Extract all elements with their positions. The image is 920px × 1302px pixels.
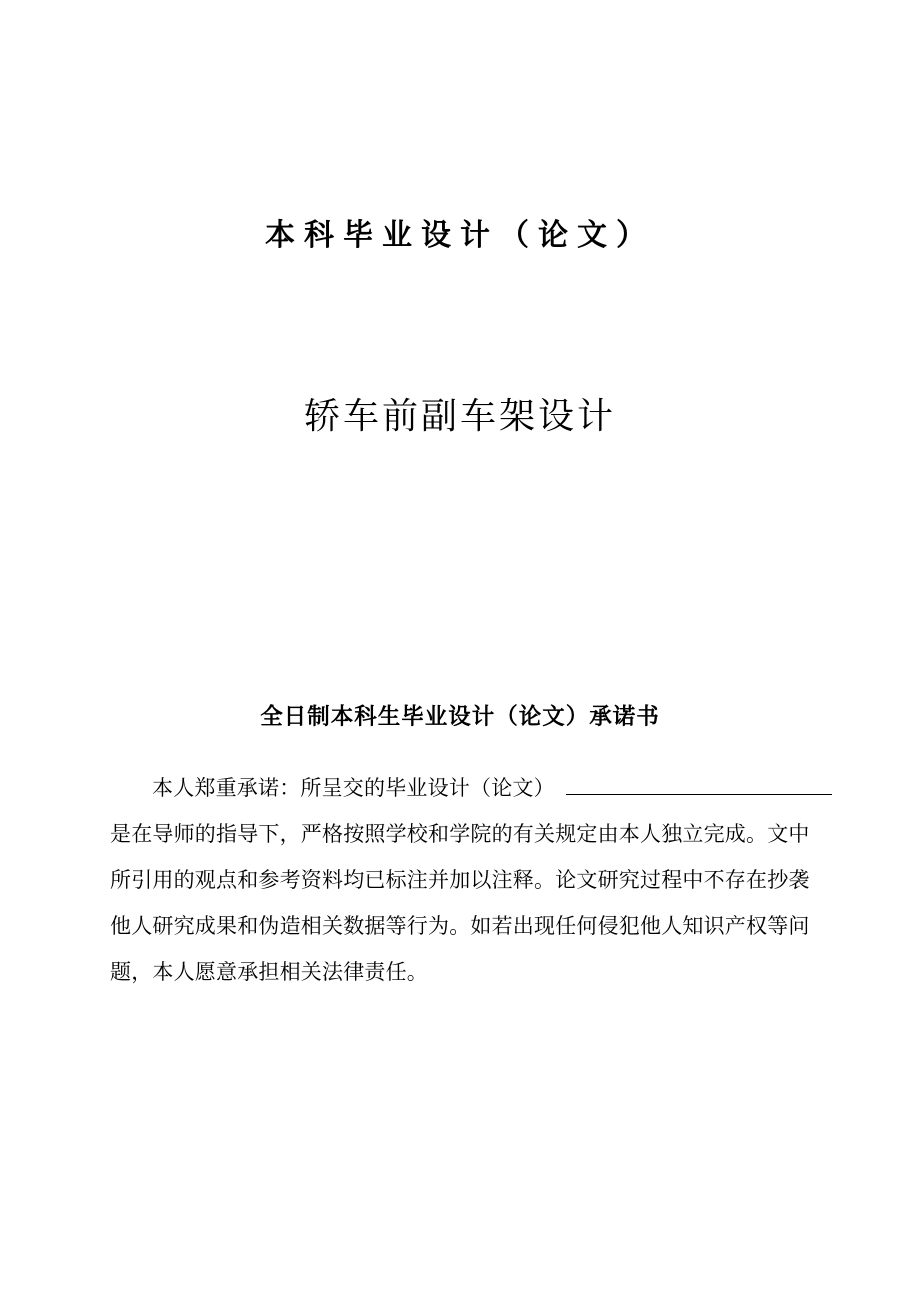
thesis-title-blank-line <box>566 794 832 795</box>
document-type-heading: 本科毕业设计（论文） <box>265 218 655 253</box>
pledge-line: 本人郑重承诺：所呈交的毕业设计（论文） <box>152 776 555 800</box>
pledge-line: 题，本人愿意承担相关法律责任。 <box>110 960 428 984</box>
pledge-line: 所引用的观点和参考资料均已标注并加以注释。论文研究过程中不存在抄袭 <box>110 868 810 892</box>
pledge-heading: 全日制本科生毕业设计（论文）承诺书 <box>260 704 660 730</box>
thesis-title: 轿车前副车架设计 <box>303 396 616 437</box>
pledge-line: 他人研究成果和伪造相关数据等行为。如若出现任何侵犯他人知识产权等问 <box>110 914 810 938</box>
pledge-line: 是在导师的指导下，严格按照学校和学院的有关规定由本人独立完成。文中 <box>110 822 810 846</box>
